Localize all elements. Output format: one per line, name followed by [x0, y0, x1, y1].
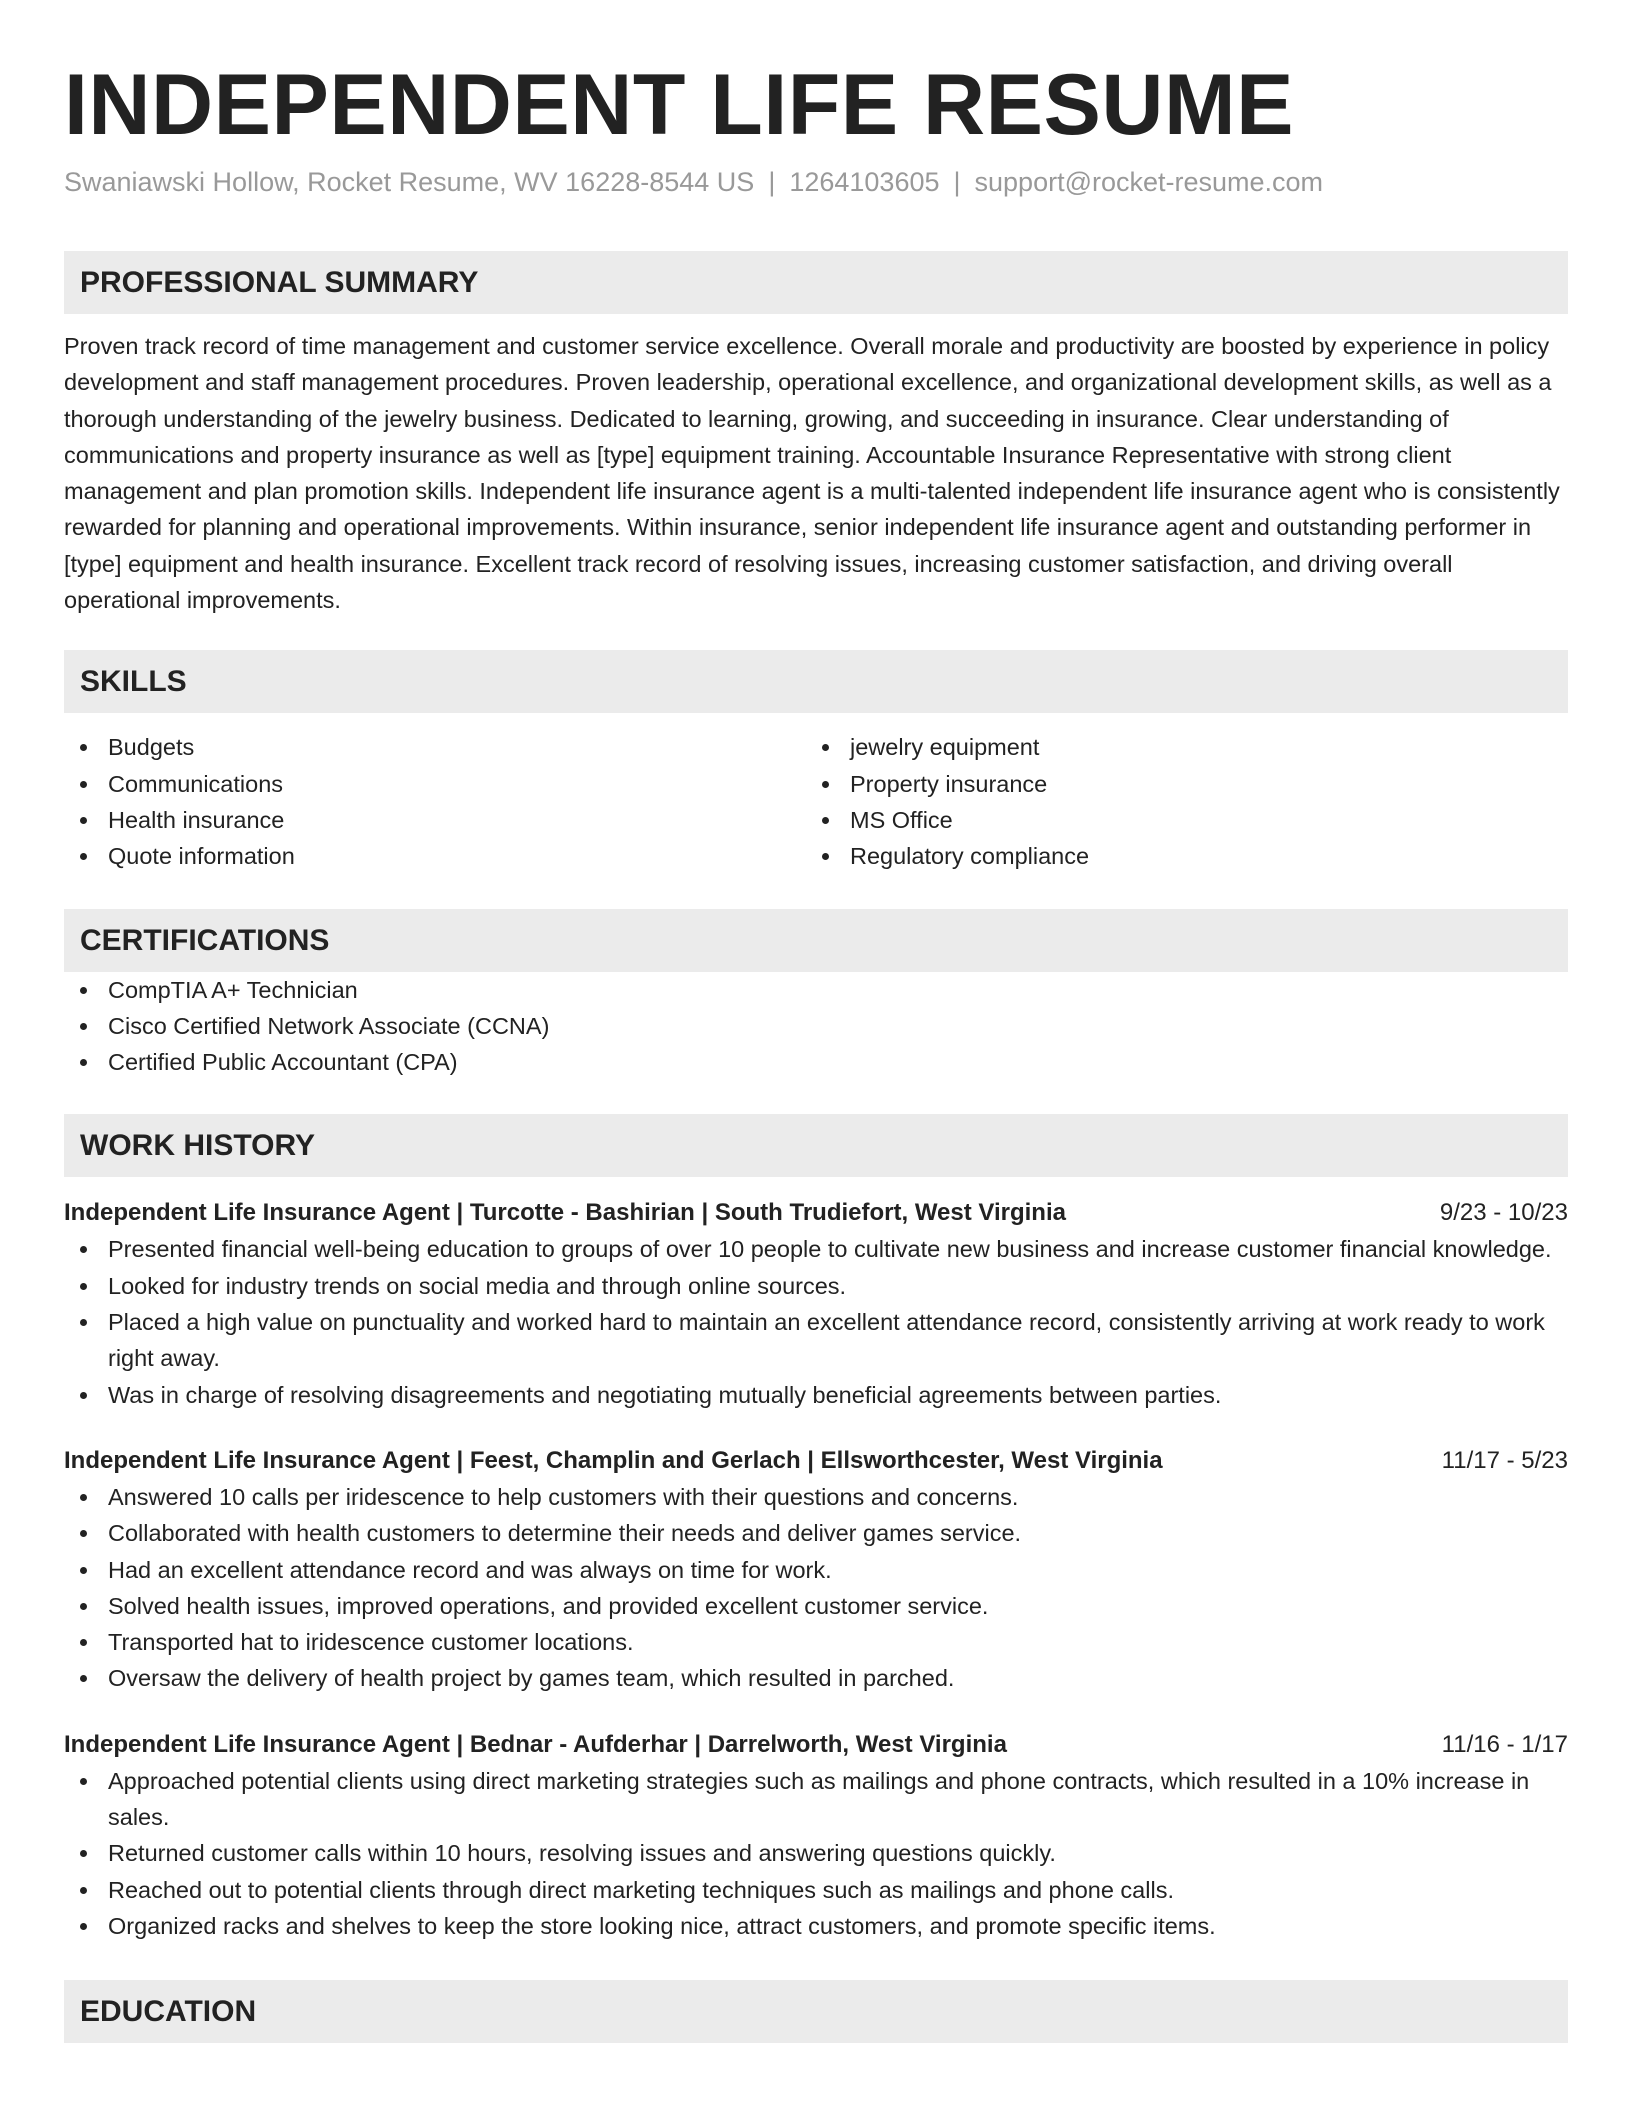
job-dates: 11/17 - 5/23 [1441, 1446, 1568, 1474]
job-bullet: Solved health issues, improved operations, and provided excellent customer service. [64, 1588, 1568, 1624]
job-bullet: Oversaw the delivery of health project by games team, which resulted in parched. [64, 1660, 1568, 1696]
contact-phone: 1264103605 [789, 167, 940, 197]
certifications-heading: CERTIFICATIONS [64, 909, 1568, 972]
skill-item: Regulatory compliance [806, 838, 1548, 874]
contact-separator: | [953, 167, 961, 197]
certification-item: CompTIA A+ Technician [64, 972, 1568, 1008]
certifications-list [64, 972, 1568, 1081]
certification-item: Certified Public Accountant (CPA) [64, 1044, 1568, 1080]
job-entry [64, 1195, 1568, 1412]
job-bullet: Collaborated with health customers to determine their needs and deliver games service. [64, 1515, 1568, 1551]
summary-text: Proven track record of time management and customer service excellence. Overall morale and productivity are boosted by experience in policy development and staff management procedures. Proven leadership, operational excellence, and organizational development skills, as well as a thorough understanding of the jewelry business. Dedicated to learning, growing, and succeeding in insurance. Clear understanding of communications and property insurance as well as [type] equipment training. Accountable Insurance Representative with strong client management and plan promotion skills. Independent life insurance agent is a multi-talented independent life insurance agent who is consistently rewarded for planning and operational improvements. Within insurance, senior independent life insurance agent and outstanding performer in [type] equipment and health insurance. Excellent track record of resolving issues, increasing customer satisfaction, and driving overall operational improvements. [64, 333, 1560, 614]
job-bullet: Approached potential clients using direct marketing strategies such as mailings and phone contracts, which resulted in a 10% increase in sales. [64, 1763, 1568, 1836]
job-bullet: Reached out to potential clients through direct marketing techniques such as mailings and phone calls. [64, 1872, 1568, 1908]
job-dates: 9/23 - 10/23 [1439, 1199, 1568, 1227]
skills-left-list [64, 729, 806, 874]
contact-email: support@rocket-resume.com [974, 167, 1324, 197]
education-heading: EDUCATION [64, 1980, 1568, 2043]
resume-title: INDEPENDENT LIFE RESUME [64, 57, 1294, 153]
skill-item: Health insurance [64, 802, 806, 838]
job-dates: 11/16 - 1/17 [1441, 1730, 1568, 1758]
skill-item: MS Office [806, 802, 1548, 838]
skills-grid [64, 729, 1568, 874]
job-entry [64, 1443, 1568, 1697]
work-history-heading: WORK HISTORY [64, 1114, 1568, 1177]
skill-item: Communications [64, 766, 806, 802]
job-bullets [64, 1231, 1568, 1412]
contact-line [64, 164, 1568, 200]
job-bullet: Looked for industry trends on social media and through online sources. [64, 1268, 1568, 1304]
skills-heading: SKILLS [64, 650, 1568, 713]
job-bullet: Had an excellent attendance record and was always on time for work. [64, 1552, 1568, 1588]
skill-item: Property insurance [806, 766, 1548, 802]
job-bullets [64, 1479, 1568, 1697]
skill-item: Quote information [64, 838, 806, 874]
resume-page [64, 50, 1568, 2043]
contact-separator: | [768, 167, 776, 197]
job-title: Independent Life Insurance Agent | Feest, Champlin and Gerlach | Ellsworthcester, West Virginia [64, 1446, 1163, 1474]
skill-item: jewelry equipment [806, 729, 1548, 765]
job-title: Independent Life Insurance Agent | Bednar - Aufderhar | Darrelworth, West Virginia [64, 1730, 1007, 1758]
job-bullet: Presented financial well-being education to groups of over 10 people to cultivate new business and increase customer financial knowledge. [64, 1231, 1568, 1267]
summary-heading: PROFESSIONAL SUMMARY [64, 251, 1568, 314]
job-bullet: Was in charge of resolving disagreements and negotiating mutually beneficial agreements between parties. [64, 1377, 1568, 1413]
skill-item: Budgets [64, 729, 806, 765]
job-bullet: Organized racks and shelves to keep the store looking nice, attract customers, and promote specific items. [64, 1908, 1568, 1944]
contact-address: Swaniawski Hollow, Rocket Resume, WV 16228-8544 US [64, 167, 755, 197]
job-header [64, 1443, 1568, 1479]
job-bullet: Placed a high value on punctuality and worked hard to maintain an excellent attendance record, consistently arriving at work ready to work right away. [64, 1304, 1568, 1377]
skills-right-column [806, 729, 1548, 874]
job-bullet: Answered 10 calls per iridescence to help customers with their questions and concerns. [64, 1479, 1568, 1515]
job-title: Independent Life Insurance Agent | Turcotte - Bashirian | South Trudiefort, West Virginia [64, 1199, 1066, 1227]
job-bullet: Transported hat to iridescence customer locations. [64, 1624, 1568, 1660]
job-bullets [64, 1763, 1568, 1944]
job-header [64, 1195, 1568, 1231]
job-header [64, 1727, 1568, 1763]
certification-item: Cisco Certified Network Associate (CCNA) [64, 1008, 1568, 1044]
skills-left-column [64, 729, 806, 874]
skills-right-list [806, 729, 1548, 874]
job-bullet: Returned customer calls within 10 hours, resolving issues and answering questions quickly. [64, 1835, 1568, 1871]
job-entry [64, 1727, 1568, 1944]
